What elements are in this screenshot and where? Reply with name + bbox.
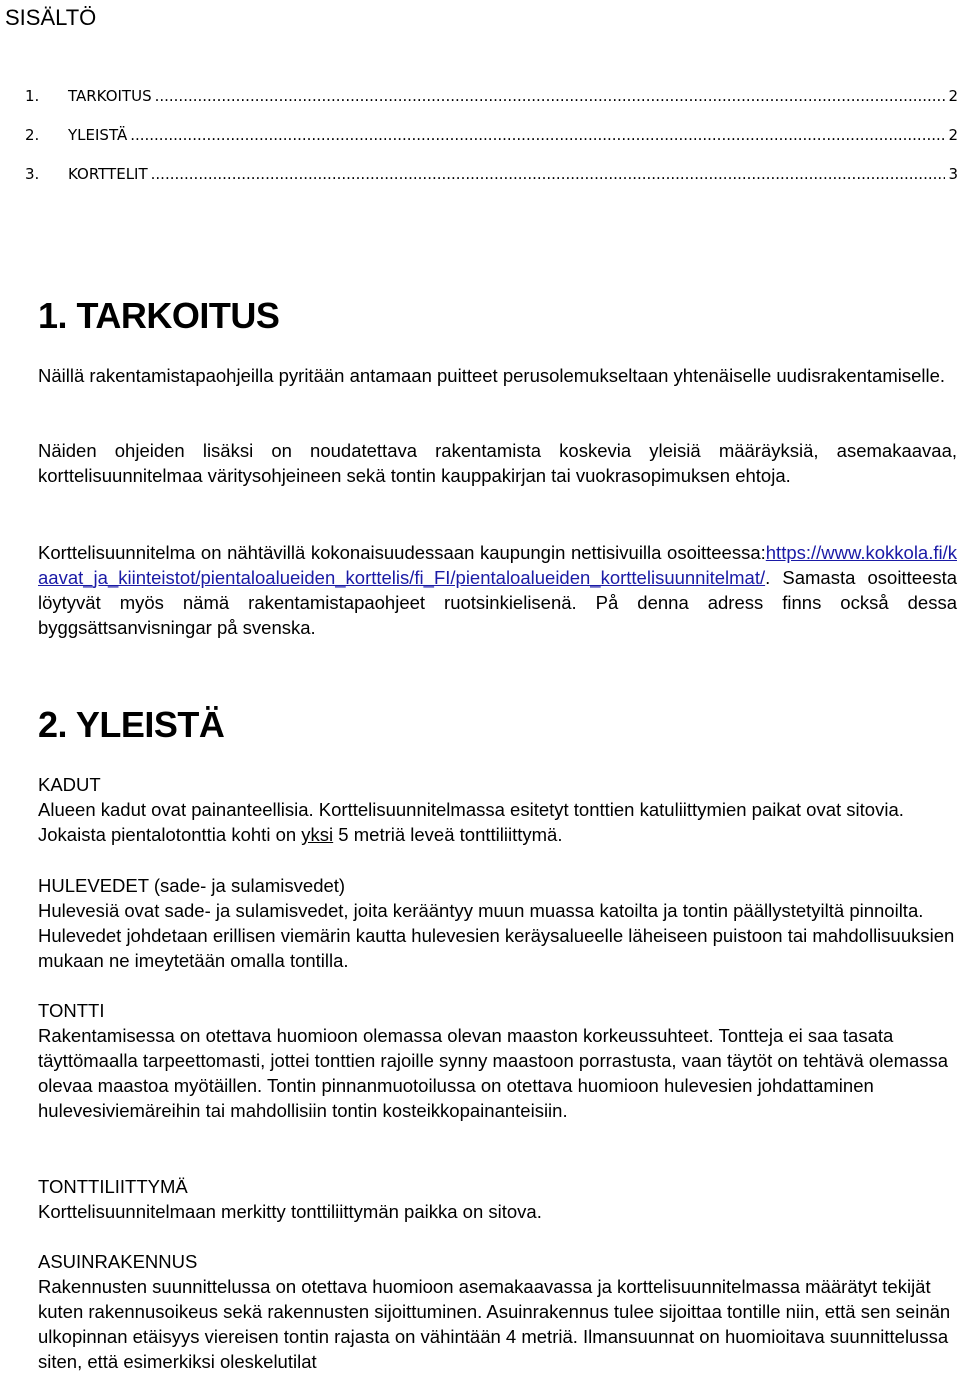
toc-entry-page: 3 xyxy=(948,165,958,183)
toc-entry-yleista[interactable] xyxy=(25,125,958,164)
toc-entry-page: 2 xyxy=(948,87,958,105)
block-plan-intro xyxy=(38,540,957,640)
subheading-tonttiliittyma: TONTTILIITTYMÄ xyxy=(38,1176,188,1197)
paragraph-tonttiliittyma: Korttelisuunnitelmaan merkitty tonttiliittymän paikka on sitova. xyxy=(38,1201,542,1222)
toc-entry-number: 2. xyxy=(25,126,40,144)
paragraph-block-plan-link xyxy=(38,540,957,640)
subheading-asuinrakennus: ASUINRAKENNUS xyxy=(38,1251,198,1272)
toc-entry-korttelit[interactable] xyxy=(25,164,958,203)
table-of-contents xyxy=(25,86,958,203)
toc-entry-label: TARKOITUS xyxy=(68,87,152,105)
paragraph-asuinrakennus: Rakennusten suunnittelussa on otettava huomioon asemakaavassa ja korttelisuunnitelmassa määrätyt tekijät kuten rakennusoikeus sekä rakennusten sijoittuminen. Asuinrakennus tulee sijoittaa tontille niin, että sen seinän ulkopinnan etäisyys viereisen tontin rajasta on vähintään 4 metriä. Ilmansuunnat on huomioitava suunnittelussa siten, että esimerkiksi oleskelutilat xyxy=(38,1276,951,1372)
toc-title: SISÄLTÖ xyxy=(5,5,97,30)
toc-entry-tarkoitus[interactable] xyxy=(25,86,958,125)
paragraph-purpose: Näillä rakentamistapaohjeilla pyritään antamaan puitteet perusolemukseltaan yhtenäiselle uudisrakentamiselle. xyxy=(38,365,946,386)
paragraph-hulevedet: Hulevesiä ovat sade- ja sulamisvedet, joita kerääntyy muun muassa katoilta ja tontin päällystetyiltä pinnoilta. Hulevedet johdetaan erillisen viemärin kautta hulevesien keräysalueelle läheiseen puistoon tai mahdollisuuksien mukaan ne imeytetään omalla tontilla. xyxy=(38,900,955,971)
block-plan-prefix: Korttelisuunnitelma on nähtävillä kokonaisuudessaan kaupungin nettisivuilla osoitteessa: xyxy=(38,542,766,563)
section-heading-yleista: 2. YLEISTÄ xyxy=(38,704,225,745)
section-heading-tarkoitus: 1. TARKOITUS xyxy=(38,295,280,336)
block-plan-suffix: . Samasta osoitteesta löytyvät myös nämä rakentamistapaohjeet ruotsinkielisenä. På denna adress finns också dessa byggsättsanvisningar på svenska. xyxy=(38,567,957,638)
subheading-hulevedet: HULEVEDET (sade- ja sulamisvedet) xyxy=(38,875,346,896)
toc-dot-leader xyxy=(130,125,945,145)
paragraph-tontti: Rakentamisessa on otettava huomioon olemassa olevan maaston korkeussuhteet. Tontteja ei saa tasata täyttömaalla tarpeettomasti, jottei tonttien rajoille synny maastoon porrastusta, vaan täytöt on tehtävä olemassa olevaa maastoa myötäillen. Tontin pinnanmuotoilussa on otettava huomioon hulevesien johdattaminen hulevesiviemäreihin tai mahdollisiin tontin kosteikkopainanteisiin. xyxy=(38,1025,949,1121)
paragraph-other-regulations: Näiden ohjeiden lisäksi on noudatettava rakentamista koskevia yleisiä määräyksiä, asemakaavaa, korttelisuunnitelmaa väritysohjeineen sekä tontin kauppakirjan tai vuokrasopimuksen ehtoja. xyxy=(38,440,957,486)
subheading-tontti: TONTTI xyxy=(38,1000,105,1021)
kadut-text-end: 5 metriä leveä tonttiliittymä. xyxy=(333,824,563,845)
subheading-kadut: KADUT xyxy=(38,774,101,795)
toc-entry-label: YLEISTÄ xyxy=(68,126,128,144)
kadut-underlined-word: yksi xyxy=(301,824,334,845)
toc-entry-page: 2 xyxy=(948,126,958,144)
toc-dot-leader xyxy=(151,164,946,184)
kadut-text-start: Alueen kadut ovat painanteellisia. Korttelisuunnitelmassa esitetyt tonttien katuliittymien paikat ovat sitovia. Jokaista pientalotonttia kohti on xyxy=(38,799,904,845)
toc-entry-number: 3. xyxy=(25,165,40,183)
toc-entry-number: 1. xyxy=(25,87,40,105)
toc-entry-label: KORTTELIT xyxy=(68,165,148,183)
block-plan-url-link[interactable]: https://www.kokkola.fi/kaavat_ja_kiinteistot/pientaloalueiden_korttelis/fi_FI/pientaloalueiden_korttelisuunnitelmat/ xyxy=(38,542,957,588)
toc-dot-leader xyxy=(155,86,946,106)
paragraph-kadut xyxy=(38,797,957,847)
